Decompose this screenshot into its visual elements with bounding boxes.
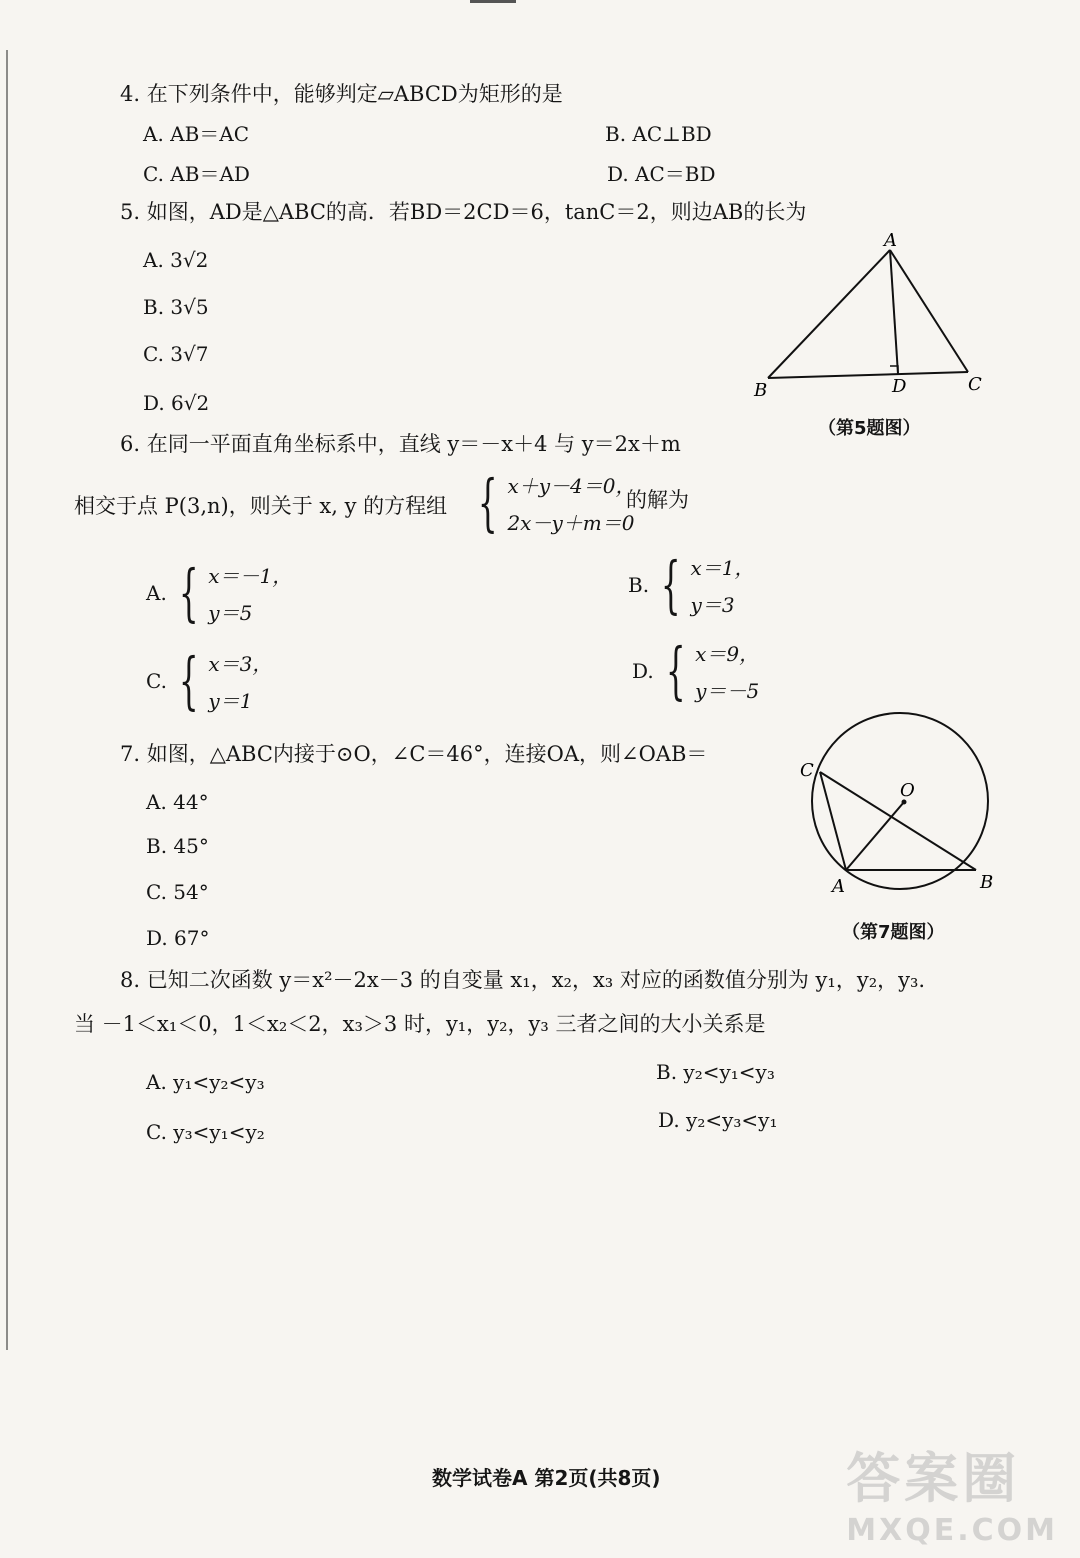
q6-option-c-line1: x＝3， (208, 652, 273, 676)
q7-option-d: D. 67° (146, 926, 210, 950)
q7-label-a: A (832, 876, 845, 897)
q4-option-d: D. AC＝BD (607, 162, 716, 186)
watermark-line1: 答案圈 (846, 1447, 1021, 1510)
q6-option-d-label: D. (632, 659, 654, 683)
brace: { (665, 634, 686, 707)
q6-stem-tail: 的解为 (626, 488, 689, 512)
q4-option-c: C. AB＝AD (143, 162, 250, 186)
q7-option-b: B. 45° (146, 834, 209, 858)
q6-option-a-line1: x＝－1， (208, 564, 293, 588)
q8-option-b: B. y₂<y₁<y₃ (656, 1060, 775, 1084)
q7-circle-o (812, 713, 988, 889)
q6-option-d-line2: y＝－5 (695, 679, 760, 703)
q5-option-b: B. 3√5 (143, 295, 209, 319)
q8-option-a: A. y₁<y₂<y₃ (146, 1070, 265, 1094)
q6-stem: 6. 在同一平面直角坐标系中，直线 y＝－x＋4 与 y＝2x＋m (120, 432, 681, 456)
q8-option-d: D. y₂<y₃<y₁ (658, 1108, 778, 1132)
q5-option-a: A. 3√2 (143, 248, 209, 272)
q6-equation-system (468, 466, 636, 539)
q7-label-c: C (800, 760, 814, 781)
q6-option-b-line2: y＝3 (690, 593, 735, 617)
watermark-logo (846, 1436, 1058, 1548)
q5-label-d: D (892, 376, 907, 397)
brace: { (660, 548, 681, 621)
q5-side-ac (890, 250, 968, 372)
q7-segment-oa (846, 802, 904, 870)
q5-label-c: C (968, 374, 982, 395)
q5-label-a: A (884, 230, 897, 251)
q6-stem-line2: 相交于点 P(3,n)，则关于 x, y 的方程组 (74, 494, 448, 518)
q8-stem: 8. 已知二次函数 y＝x²－2x－3 的自变量 x₁，x₂，x₃ 对应的函数值分别为 y₁，y₂，y₃. (120, 968, 926, 992)
q5-option-c: C. 3√7 (143, 342, 209, 366)
q7-circle-figure (798, 706, 1020, 906)
top-edge-mark (470, 0, 516, 3)
q6-equation-2: 2x－y＋m＝0 (507, 511, 635, 535)
brace: { (178, 644, 199, 717)
q6-option-a-line2: y＝5 (208, 601, 253, 625)
page-edge-line (6, 50, 8, 1350)
q5-triangle-figure (740, 228, 1020, 408)
q8-option-c: C. y₃<y₁<y₂ (146, 1120, 265, 1144)
q5-stem: 5. 如图，AD是△ABC的高．若BD＝2CD＝6，tanC＝2，则边AB的长为 (120, 200, 807, 224)
q6-option-b (628, 548, 755, 621)
q7-side-cb (820, 772, 976, 870)
q6-option-a-label: A. (146, 581, 167, 605)
q6-option-b-label: B. (628, 573, 650, 597)
q6-option-c-line2: y＝1 (208, 689, 253, 713)
q6-option-b-line1: x＝1， (690, 556, 755, 580)
brace: { (178, 556, 199, 629)
q7-option-c: C. 54° (146, 880, 209, 904)
q6-option-d (632, 634, 760, 707)
q6-option-c (146, 644, 273, 717)
q4-option-a: A. AB＝AC (143, 122, 250, 146)
q4-stem: 4. 在下列条件中，能够判定▱ABCD为矩形的是 (120, 82, 563, 106)
q7-label-o: O (900, 780, 915, 801)
q4-option-b: B. AC⊥BD (605, 122, 712, 146)
q7-label-b: B (980, 872, 994, 893)
q5-figure-caption: （第5题图） (818, 418, 921, 439)
q7-stem: 7. 如图，△ABC内接于⊙O，∠C＝46°，连接OA，则∠OAB＝ (120, 742, 708, 766)
brace: { (477, 466, 498, 539)
q7-option-a: A. 44° (146, 790, 209, 814)
q5-altitude-ad (890, 250, 898, 374)
q6-option-d-line1: x＝9， (695, 642, 760, 666)
q5-option-d: D. 6√2 (143, 391, 210, 415)
q5-label-b: B (754, 380, 768, 401)
q6-equation-1: x＋y－4＝0， (507, 474, 636, 498)
q8-stem-line2: 当 －1＜x₁＜0，1＜x₂＜2，x₃＞3 时，y₁，y₂，y₃ 三者之间的大小关系是 (74, 1012, 766, 1036)
page-footer: 数学试卷A 第2页(共8页) (432, 1466, 661, 1490)
q6-option-a (146, 556, 293, 629)
q7-figure-caption: （第7题图） (842, 922, 945, 943)
watermark-line2: MXQE.COM (846, 1513, 1058, 1548)
q6-option-c-label: C. (146, 669, 167, 693)
q5-side-ab (768, 250, 890, 378)
q5-side-bc (768, 372, 968, 378)
